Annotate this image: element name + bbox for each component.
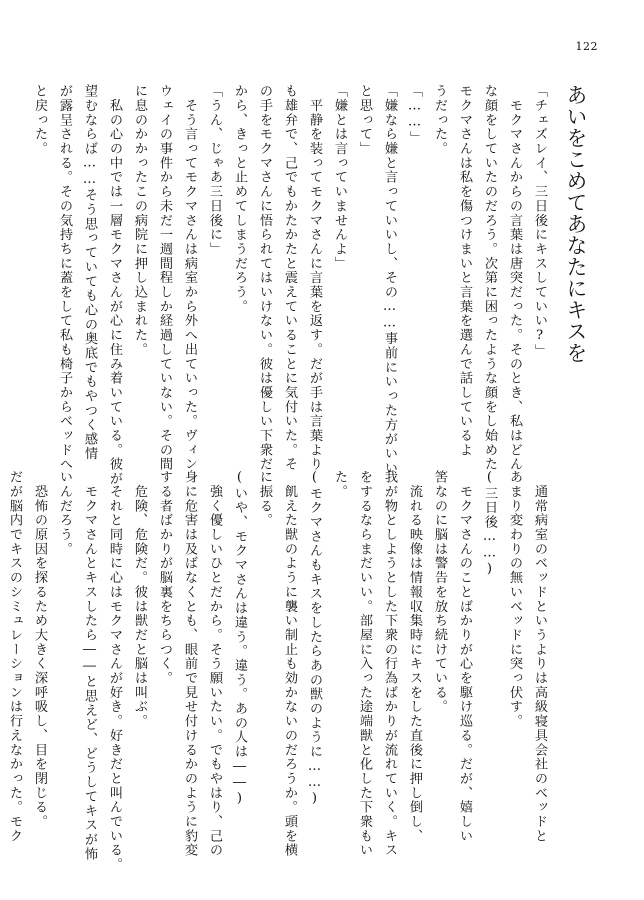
text-line: (いや、モクマさんは違う。違う。あの人は――) — [232, 470, 247, 808]
text-line: モクマさんからの言葉は唐突だった。そのとき、私はどん — [507, 84, 522, 472]
text-line: ウェイの事件から未だ一週間程しか経過していない。その間 — [157, 84, 172, 472]
text-line: モクマさんとキスしたら――と思えど、どうしてキスが怖 — [82, 470, 97, 862]
text-line: 筈なのに脳は警告を放ち続けている。 — [432, 470, 447, 714]
text-line: いんだろう。 — [57, 470, 72, 557]
text-line: 流れる映像は情報収集時にキスをした直後に押し倒し、 — [407, 470, 422, 844]
page-number: 122 — [575, 40, 598, 53]
text-line: が露呈される。その気持ちに蓋をして私も椅子からベッドへ — [57, 84, 72, 472]
text-line: だが脳内でキスのシミュレーションは行えなかった。モク — [7, 470, 22, 844]
text-line: 危険、危険だ。彼は獣だと脳は叫ぶ。 — [132, 470, 147, 729]
text-line: 平静を装ってモクマさんに言葉を返す。だが手は言葉より — [307, 84, 322, 472]
text-line: (三日後……) — [482, 470, 497, 578]
text-line: 強く優しいひとだから。そう願いたい。でもやはり、己の — [207, 470, 222, 858]
text-line: 恐怖の原因を探るため大きく深呼吸し、目を閉じる。 — [32, 470, 47, 829]
text-line: 我が物としようとした下衆の行為ばかりが流れていく。キス — [382, 470, 397, 858]
text-line: する者ばかりが脳裏をちらつく。 — [157, 470, 172, 686]
text-line: あまり変わりの無いベッドに突っ伏す。 — [507, 470, 522, 729]
text-line: 通常病室のベッドというよりは高級寝具会社のベッドと — [532, 470, 547, 844]
text-line: モクマさんのことばかりが心を駆け巡る。だが、嬉しい — [457, 470, 472, 844]
text-line: 望むならば……そう思っていても心の奥底でもやつく感情 — [82, 84, 97, 461]
text-line: そう言ってモクマさんは病室から外へ出ていった。ヴィン — [182, 84, 197, 472]
text-line: 「チェズレイ、三日後にキスしていい?」 — [532, 84, 547, 359]
lower-text-block — [2, 470, 552, 872]
text-line: 「嫌なら嫌と言っていいし、その……事前にいった方がいい — [382, 84, 397, 476]
text-line: それと同時に心はモクマさんが好き。好きだと叫んでいる。 — [107, 470, 122, 872]
text-line: 身に危害は及ばなくとも、眼前で見せ付けるかのように豹変 — [182, 470, 197, 858]
text-line: な顔をしていたのだろう。次第に困ったような顔をし始めた — [482, 84, 497, 472]
text-line: 飢えた獣のように襲い制止も効かないのだろうか。頭を横 — [282, 470, 297, 858]
text-line: 「嫌とは言っていませんよ」 — [332, 84, 347, 271]
text-line: 「……」 — [407, 84, 422, 145]
text-line: 私の心の中では一層モクマさんが心に住み着いている。彼が — [107, 84, 122, 486]
text-line: に息のかかったこの病院に押し込まれた。 — [132, 84, 147, 357]
text-line: モクマさんは私を傷つけまいと言葉を選んで話しているよ — [457, 84, 472, 458]
text-line: 「うん、じゃあ三日後に」 — [207, 84, 222, 257]
text-line: の手をモクマさんに悟られてはいけない。彼は優しい下衆だ — [257, 84, 272, 472]
text-line: と戻った。 — [32, 84, 47, 156]
text-line: うだった。 — [432, 84, 447, 156]
text-line: に振る。 — [257, 470, 272, 528]
text-line: をするならまだいい。部屋に入った途端獣と化した下衆もい — [357, 470, 372, 858]
upper-text-block — [27, 84, 552, 486]
text-line: と思って」 — [357, 84, 372, 156]
chapter-title: あいをこめてあなたにキスを — [564, 84, 588, 364]
text-line: から、きっと止めてしまうだろう。 — [232, 84, 247, 314]
text-line: た。 — [332, 470, 347, 499]
text-line: も雄弁で、己でもかたかたと震えていることに気付いた。そ — [282, 84, 297, 472]
text-line: (モクマさんもキスをしたらあの獣のように……) — [307, 470, 322, 808]
